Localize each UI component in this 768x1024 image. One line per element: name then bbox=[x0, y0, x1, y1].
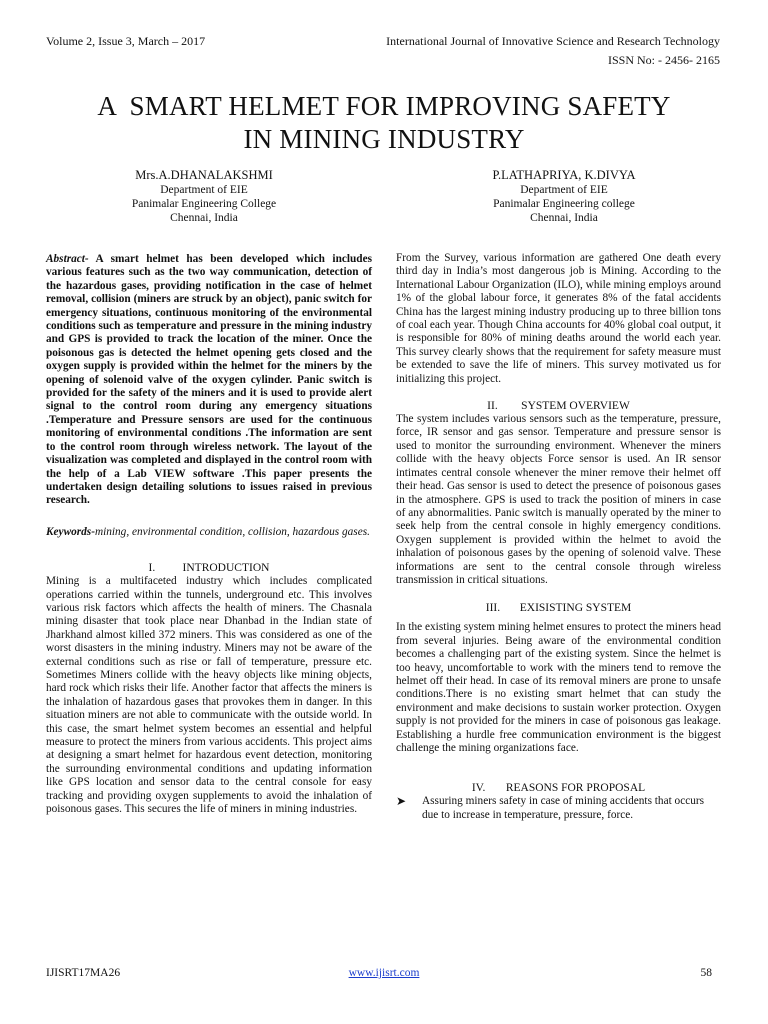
arrowhead-bullet-icon: ➤ bbox=[396, 794, 407, 809]
author-city: Chennai, India bbox=[530, 212, 598, 224]
website-link[interactable]: www.ijisrt.com bbox=[348, 967, 420, 979]
author-city: Chennai, India bbox=[170, 212, 238, 224]
author-college: Panimalar Engineering College bbox=[131, 198, 277, 210]
volume-info: Volume 2, Issue 3, March – 2017 bbox=[46, 34, 206, 48]
system-overview-text: The system includes various sensors such as the temperature, pressure, force, IR sensor and gas sensor. Temperature and pressure sensor is used to monitor the surrounding environment. Whenever the miners collide with the heavy objects Force sensor is used. An IR sensor intimates central console whenever the miner remove their helmet off their head. Gas sensor is used to detect the presence of poisonous gases in the atmosphere. GPS is used to track the position of miners in case of any abnormalities. Panic switch is manually operated by the miner to seek help from the central console in highly emergency conditions. Oxygen supplement is provided within the helmet to avoid the inhalation of poisonous gases by the opening of solenoid valve. These informations are sent to the central console through wireless transmission in critical situations. bbox=[396, 413, 721, 586]
section-heading-system-overview: II. SYSTEM OVERVIEW bbox=[487, 400, 630, 413]
abstract bbox=[46, 253, 372, 508]
right-column bbox=[396, 252, 721, 822]
author-name: Mrs.A.DHANALAKSHMI bbox=[135, 168, 273, 182]
author-college: Panimalar Engineering college bbox=[493, 198, 635, 210]
list-item bbox=[396, 795, 721, 822]
page-number: 58 bbox=[700, 967, 712, 979]
section-heading-existing-system: III. EXISISTING SYSTEM bbox=[485, 602, 632, 615]
keywords-text: mining, environmental condition, collision, hazardous gases. bbox=[94, 525, 370, 538]
author-name: P.LATHAPRIYA, K.DIVYA bbox=[492, 168, 636, 182]
left-column bbox=[46, 253, 372, 816]
introduction-text: Mining is a multifaceted industry which includes complicated operations carried within the tunnels, underground etc. This involves various risk factors which affects the health of miners. The Chasnala mining disaster that took place near Dhanbad in the Indian state of Jharkhand almost killed 372 miners. This was considered as one of the worst disasters in the mining industry. Miners may not be aware of the external conditions such as rise or fall of temperature, pressure etc. Sometimes Miners collide with the heavy objects like mining objects, hard rock which risks their life. Another factor that affects the miners is the inhalation of hazardous gases that provokes them in danger. In this situation miners are not able to communicate with the outside world. In this case, the smart helmet system becomes an essential and helpful measure to protect the miners from various accidents. This project aims at designing a smart helmet for hazardous event detection, monitoring the surrounding environmental conditions and updating information like GPS location and sensor data to the central console for easy tracking and providing oxygen supplements to avoid the inhalation of poisonous gases. This secures the life of miners in mining industries. bbox=[46, 575, 372, 816]
abstract-text: A smart helmet has been developed which includes various features such as the two way communication, detection of the hazardous gases, providing notification in the case of helmet removal, collision (miners are struck by an object), panic switch for emergency situations, continuous monitoring of the environmental conditions such as temperature and pressure in the mining industry and GPS is provided to track the location of the miner. Once the poisonous gas is detected the helmet opening gets closed and the oxygen supply is provided within the helmet for the miners by the opening of solenoid valve of the oxygen cylinder. Panic switch is provided for the safety of the miners and it is used to provide alert signal to the control room during any emergency situations .Temperature and Pressure sensors are used for the continuous monitoring of environmental conditions .The information are sent to the control room through wireless network. The layout of the visualization was completed and displayed in the control room with the help of a Lab VIEW software .This paper presents the undertaken design detailing solutions to issues raised in previous research. bbox=[46, 253, 372, 507]
keywords-label: Keywords- bbox=[46, 525, 95, 538]
author-department: Department of EIE bbox=[160, 184, 248, 196]
paper-id: IJISRT17MA26 bbox=[46, 967, 121, 979]
section-heading-reasons: IV. REASONS FOR PROPOSAL bbox=[471, 782, 646, 795]
section-heading-introduction: I. INTRODUCTION bbox=[148, 562, 270, 575]
issn-number: ISSN No: - 2456- 2165 bbox=[607, 53, 720, 67]
existing-system-text: In the existing system mining helmet ensures to protect the miners head from several injuries. Being aware of the environmental condition becomes a challenging part of the existing system. Since the helmet is too heavy, uncomfortable to work with the miners tend to remove the helmet off their head. In case of its removal miners are prone to unsafe conditions.There is no existing smart helmet that can study the environment and make decisions to sustain worker protection. Oxygen supply is not provided for the miners in case of poisonous gas leakage. Establishing a hurdle free communication environment is the biggest challenge the mining organizations face. bbox=[396, 621, 721, 754]
paper-title-line-2: IN MINING INDUSTRY bbox=[243, 124, 525, 154]
reason-1-text: Assuring miners safety in case of mining accidents that occurs due to increase in temperature, pressure, force. bbox=[422, 795, 705, 821]
author-block-left bbox=[104, 168, 304, 225]
footer-link-container bbox=[0, 966, 768, 980]
abstract-label: Abstract- bbox=[46, 253, 89, 265]
survey-text: From the Survey, various information are gathered One death every third day in India’s most dangerous job is Mining. According to the International Labour Organization (ILO), while mining employs around 1% of the global labour force, it generates 8% of the fatal accidents China has the largest mining industry producing up to three billion tons of coal each year. Though China accounts for 40% global coal output, it is responsible for 80% of mining deaths around the world each year. This survey clearly shows that the requirement for safety measure must be extended to save the life of miners. This survey motivated us for initializing this project. bbox=[396, 252, 721, 385]
journal-name: International Journal of Innovative Science and Research Technology bbox=[386, 34, 720, 48]
keywords bbox=[46, 526, 372, 539]
paper-title-line-1: A SMART HELMET FOR IMPROVING SAFETY bbox=[97, 91, 671, 121]
author-block-right bbox=[459, 168, 669, 225]
paper-title bbox=[40, 90, 728, 156]
author-department: Department of EIE bbox=[520, 184, 608, 196]
